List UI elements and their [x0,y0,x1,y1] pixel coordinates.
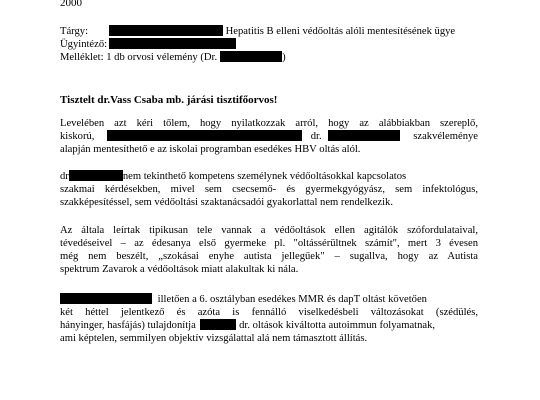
p2-text-b: nem tekinthető kompetens személynek védőoltásokkal kapcsolatos [122,171,407,182]
handler-line [60,38,236,51]
subject-text: Hepatitis B elleni védőoltás alóli mentesítésének ügye [225,26,456,37]
attachment-close: ) [282,52,286,63]
year-fragment: 2000 [60,0,82,9]
redaction-block [220,51,282,62]
p4-line-4: ami képtelen, semmilyen objektív vizsgálattal alá nem támasztott állítás. [60,333,368,344]
p4-text-a: hányinger, hasfájás) tulajdonítja [60,320,196,331]
p1-line-3: alapján mentesíthető e az iskolai programban esedékes HBV oltás alól. [60,144,361,155]
p1-text-b: dr. [310,131,322,142]
p4-line-3 [60,319,435,332]
p1-text-c: szakvéleménye [413,131,478,142]
p3-line-3: még nem beszélt, „szokásai enyhe autista jellegűek" – sugallva, hogy az Autista [60,251,478,262]
p1-line-2 [60,130,478,143]
p2-text-a: dr [60,171,69,182]
redaction-block [60,293,152,304]
subject-label: Tárgy: [60,26,89,37]
p1-line-1: Levelében azt kéri tőlem, hogy nyilatkozzak arról, hogy az alábbiakban szereplő, [60,118,478,129]
subject-line [60,25,455,38]
redaction-block [200,319,236,330]
p4-line-2: két héttel jelentkező és azóta is fennálló viselkedésbeli változásokat (szédülés, [60,307,478,318]
p3-line-1: Az általa leírtak tipikusan tele vannak a védőoltások ellen agitálók szófordulataival, [60,225,478,236]
redaction-block [109,38,236,49]
redaction-block [107,130,302,141]
p4-text-b2: dr. oltások kiváltotta autoimmun folyamatnak, [239,320,436,331]
redaction-block [109,25,223,36]
p2-line-1 [60,170,406,183]
attachment-label: Melléklet: [60,52,104,63]
p2-line-2: szakmai kérdésekben, mivel sem csecsemő- és gyermekgyógyász, sem infektológus, [60,184,478,195]
handler-label: Ügyintéző: [60,39,108,50]
p4-text-b: illetően a 6. osztályban esedékes MMR és dapT oltást követően [157,294,427,305]
p3-line-4: spektrum Zavarok a védőoltások miatt alakultak ki nála. [60,264,299,275]
attachment-text: 1 db orvosi vélemény (Dr. [106,52,218,63]
redaction-block [328,130,400,141]
p3-line-2: tévedéseivel – az édesanya első gyermeke pl. "oltássérültnek számít", mert 3 évesen [60,238,478,249]
p4-line-1 [60,293,478,306]
redaction-block [69,170,123,181]
p1-text-a: kiskorú, [60,131,95,142]
p2-line-3: szakképesítéssel, sem védőoltási szaktanácsadói gyakorlattal nem rendelkezik. [60,197,393,208]
greeting: Tisztelt dr.Vass Csaba mb. járási tisztifőorvos! [60,94,278,106]
attachment-line [60,51,286,64]
